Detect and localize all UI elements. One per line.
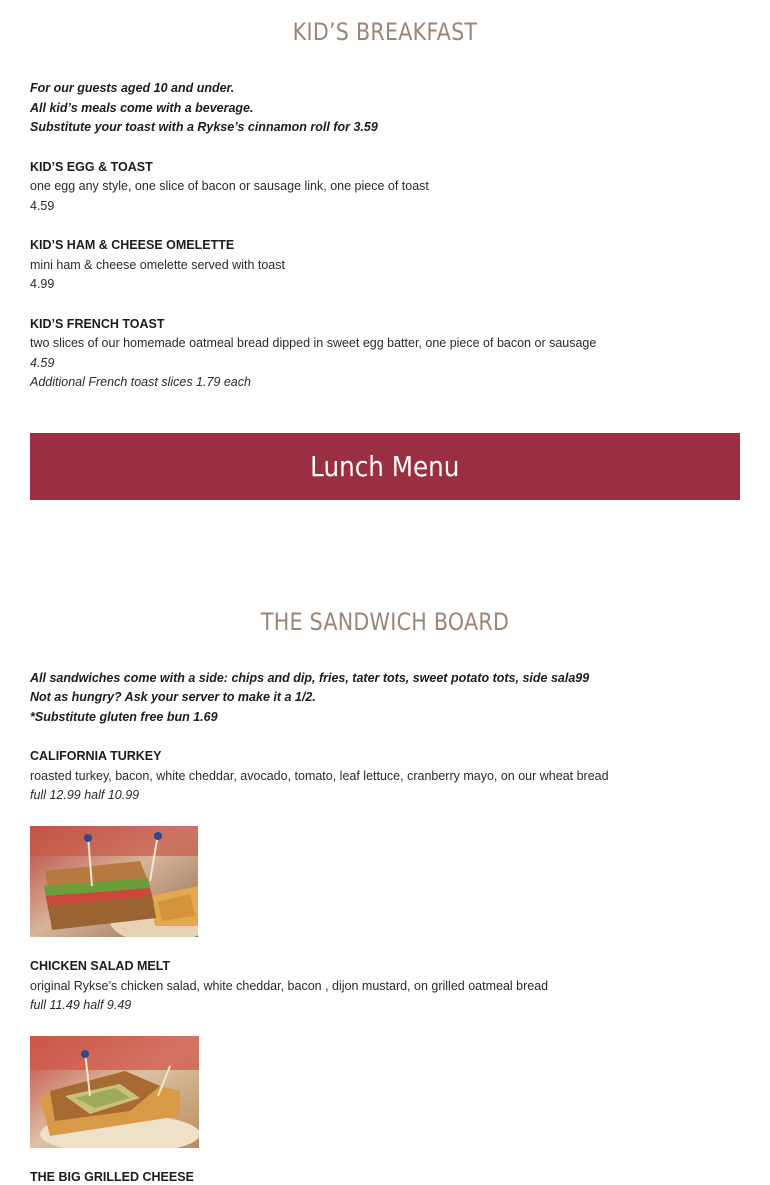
kids-note: For our guests aged 10 and under.	[30, 81, 235, 95]
lunch-menu-banner	[30, 433, 740, 500]
sandwich-board-title: THE SANDWICH BOARD	[260, 608, 510, 636]
menu-item-extra: Additional French toast slices 1.79 each	[30, 375, 251, 389]
menu-item-price: 4.59	[30, 199, 55, 213]
sandwich-note: *Substitute gluten free bun 1.69	[30, 710, 218, 724]
sandwich-note: All sandwiches come with a side: chips and dip, fries, tater tots, sweet potato tots, side sala99	[30, 671, 590, 685]
menu-item-description: mini ham & cheese omelette served with toast	[30, 258, 285, 272]
menu-item-price: 4.59	[30, 356, 55, 370]
chicken-salad-melt-photo	[30, 1036, 199, 1148]
sandwich-note: Not as hungry? Ask your server to make it a 1/2.	[30, 690, 316, 704]
menu-item-description: original Rykse’s chicken salad, white cheddar, bacon , dijon mustard, on grilled oatmeal bread	[30, 979, 549, 993]
menu-item-name: CALIFORNIA TURKEY	[30, 749, 162, 763]
menu-item-name: THE BIG GRILLED CHEESE	[30, 1170, 194, 1184]
menu-item-description: roasted turkey, bacon, white cheddar, avocado, tomato, leaf lettuce, cranberry mayo, on our wheat bread	[30, 769, 609, 783]
menu-item-price: full 11.49 half 9.49	[30, 998, 132, 1012]
kids-note: Substitute your toast with a Rykse’s cinnamon roll for 3.59	[30, 120, 378, 134]
california-turkey-photo	[30, 826, 198, 937]
kids-note: All kid’s meals come with a beverage.	[30, 101, 254, 115]
kids-breakfast-title: KID’S BREAKFAST	[292, 18, 478, 46]
menu-item-price: 4.99	[30, 277, 55, 291]
menu-item-description: one egg any style, one slice of bacon or sausage link, one piece of toast	[30, 179, 429, 193]
menu-item-price: full 12.99 half 10.99	[30, 788, 140, 802]
lunch-menu-label: Lunch Menu	[310, 450, 460, 483]
menu-item-name: KID’S FRENCH TOAST	[30, 317, 165, 331]
menu-item-description: two slices of our homemade oatmeal bread dipped in sweet egg batter, one piece of bacon or sausage	[30, 336, 597, 350]
menu-item-name: KID’S HAM & CHEESE OMELETTE	[30, 238, 235, 252]
menu-item-name: CHICKEN SALAD MELT	[30, 959, 171, 973]
menu-item-name: KID’S EGG & TOAST	[30, 160, 153, 174]
